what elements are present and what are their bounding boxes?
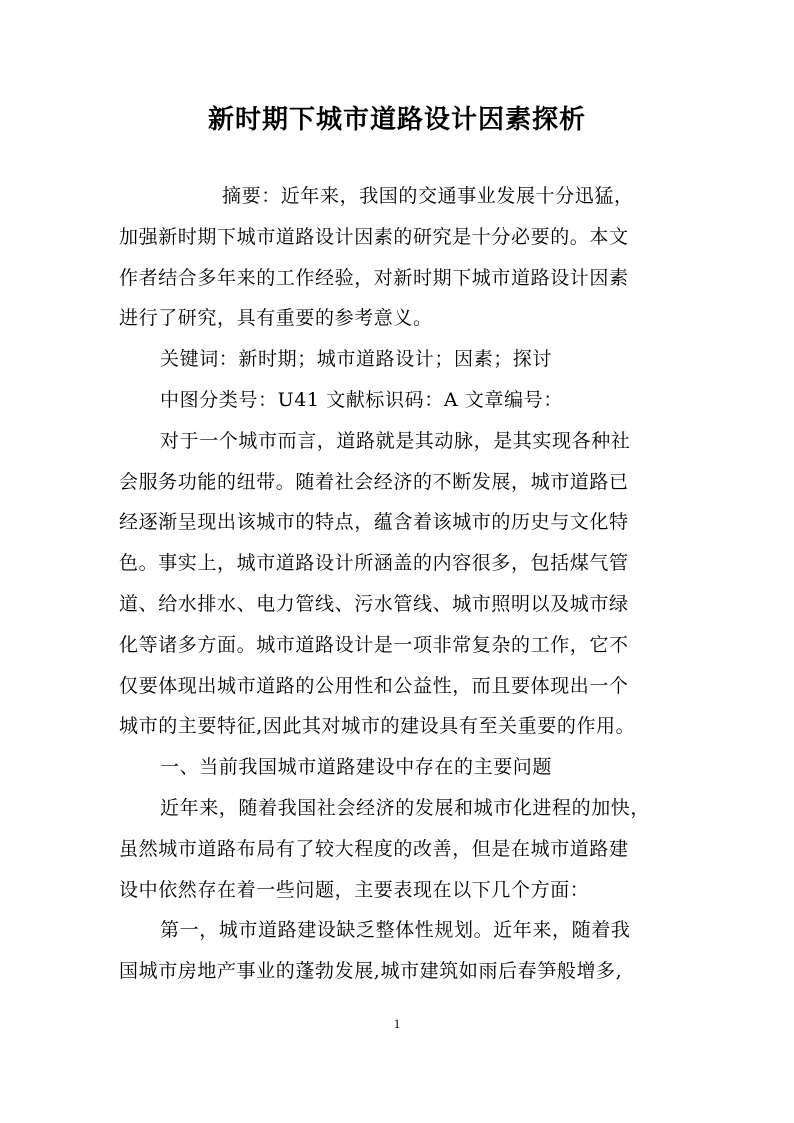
paragraph-line: 会服务功能的纽带。随着社会经济的不断发展，城市道路已 bbox=[119, 470, 629, 493]
paragraph-line: 化等诸多方面。城市道路设计是一项非常复杂的工作，它不 bbox=[119, 633, 629, 656]
section-heading: 一、当前我国城市道路建设中存在的主要问题 bbox=[160, 756, 553, 779]
paragraph-line: 对于一个城市而言，道路就是其动脉，是其实现各种社 bbox=[160, 429, 631, 452]
paragraph-line: 道、给水排水、电力管线、污水管线、城市照明以及城市绿 bbox=[119, 592, 629, 615]
paragraph-line: 近年来，随着我国社会经济的发展和城市化进程的加快， bbox=[160, 796, 651, 819]
page-number: 1 bbox=[393, 1016, 401, 1031]
abstract-line: 作者结合多年来的工作经验，对新时期下城市道路设计因素 bbox=[119, 266, 629, 289]
abstract-line: 摘要：近年来，我国的交通事业发展十分迅猛， bbox=[222, 185, 634, 207]
paragraph-line: 城市的主要特征,因此其对城市的建设具有至关重要的作用。 bbox=[119, 715, 636, 738]
paragraph-line: 国城市房地产事业的蓬勃发展,城市建筑如雨后春笋般增多, bbox=[119, 960, 623, 983]
document-title: 新时期下城市道路设计因素探析 bbox=[207, 105, 586, 135]
keywords-line: 关键词：新时期；城市道路设计；因素；探讨 bbox=[160, 348, 553, 371]
paragraph-line: 仅要体现出城市道路的公用性和公益性，而且要体现出一个 bbox=[119, 674, 629, 697]
document-body bbox=[119, 176, 679, 992]
paragraph-line: 虽然城市道路布局有了较大程度的改善，但是在城市道路建 bbox=[119, 837, 629, 860]
abstract-line: 加强新时期下城市道路设计因素的研究是十分必要的。本文 bbox=[119, 225, 629, 248]
paragraph-line: 色。事实上，城市道路设计所涵盖的内容很多，包括煤气管 bbox=[119, 552, 629, 575]
paragraph-line: 第一，城市道路建设缺乏整体性规划。近年来，随着我 bbox=[160, 919, 631, 942]
classification-line: 中图分类号：U41 文献标识码：A 文章编号： bbox=[160, 388, 563, 411]
abstract-line: 进行了研究，具有重要的参考意义。 bbox=[119, 307, 433, 330]
paragraph-line: 设中依然存在着一些问题，主要表现在以下几个方面： bbox=[119, 878, 590, 901]
paragraph-line: 经逐渐呈现出该城市的特点，蕴含着该城市的历史与文化特 bbox=[119, 511, 629, 534]
